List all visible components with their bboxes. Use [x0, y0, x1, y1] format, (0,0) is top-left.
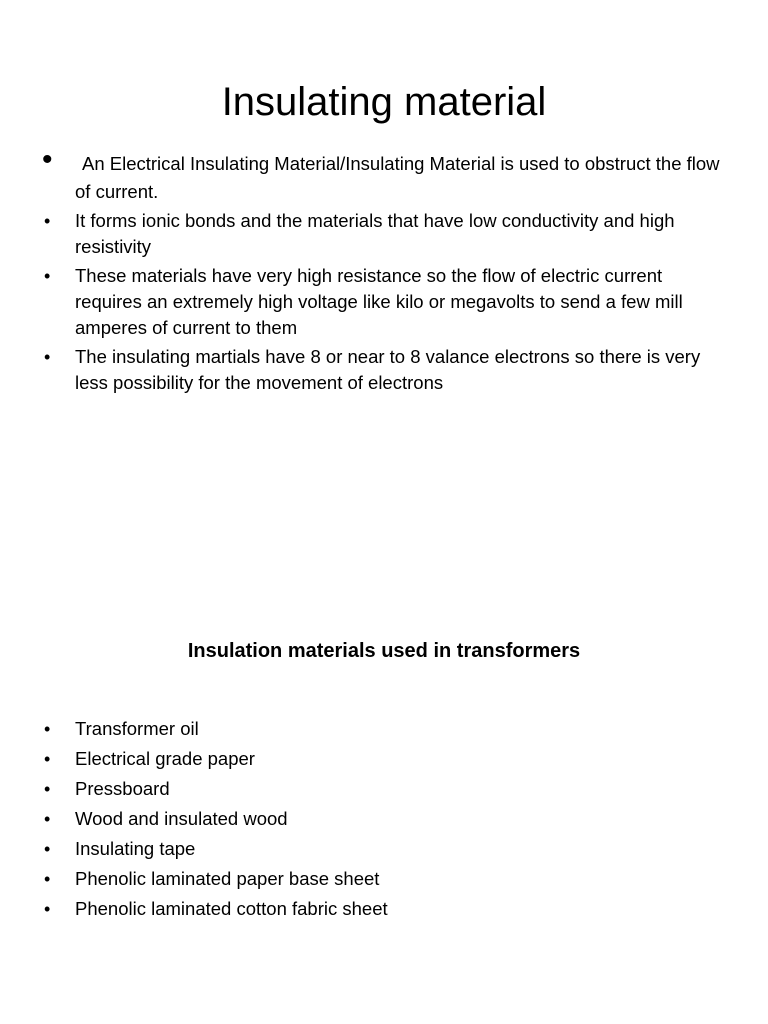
list-item	[0, 208, 768, 260]
bullet-icon: •	[44, 211, 51, 231]
list-item	[0, 344, 768, 396]
intro-bullet-list	[0, 143, 768, 399]
list-item	[0, 774, 768, 804]
bullet-icon: •	[44, 899, 51, 919]
bullet-icon: •	[44, 869, 51, 889]
page-title: Insulating material	[221, 79, 547, 124]
material-item-text: Phenolic laminated paper base sheet	[75, 868, 380, 889]
bullet-icon: •	[44, 749, 51, 769]
bullet-icon: •	[44, 809, 51, 829]
list-item	[0, 143, 768, 206]
section-heading: Insulation materials used in transformers	[187, 639, 581, 662]
material-item-text: Transformer oil	[75, 718, 199, 739]
bullet-icon: •	[44, 347, 51, 367]
bullet-text: The insulating martials have 8 or near to 8 valance electrons so there is very less possibility for the movement of electrons	[75, 346, 701, 393]
bullet-icon: •	[44, 266, 51, 286]
material-item-text: Wood and insulated wood	[75, 808, 288, 829]
material-item-text: Pressboard	[75, 778, 170, 799]
bullet-text: An Electrical Insulating Material/Insulating Material is used to obstruct the flow of current.	[75, 153, 720, 202]
bullet-icon: •	[42, 143, 53, 176]
transformer-materials-list	[0, 714, 768, 924]
material-item-text: Insulating tape	[75, 838, 196, 859]
bullet-icon: •	[44, 779, 51, 799]
list-item	[0, 864, 768, 894]
list-item	[0, 714, 768, 744]
list-item	[0, 894, 768, 924]
list-item	[0, 263, 768, 341]
list-item	[0, 834, 768, 864]
bullet-text: It forms ionic bonds and the materials that have low conductivity and high resistivity	[75, 210, 675, 257]
material-item-text: Electrical grade paper	[75, 748, 255, 769]
bullet-icon: •	[44, 839, 51, 859]
bullet-text: These materials have very high resistance so the flow of electric current requires an extremely high voltage like kilo or megavolts to send a few mill amperes of current to them	[75, 265, 683, 338]
material-item-text: Phenolic laminated cotton fabric sheet	[75, 898, 388, 919]
list-item	[0, 804, 768, 834]
bullet-icon: •	[44, 719, 51, 739]
list-item	[0, 744, 768, 774]
